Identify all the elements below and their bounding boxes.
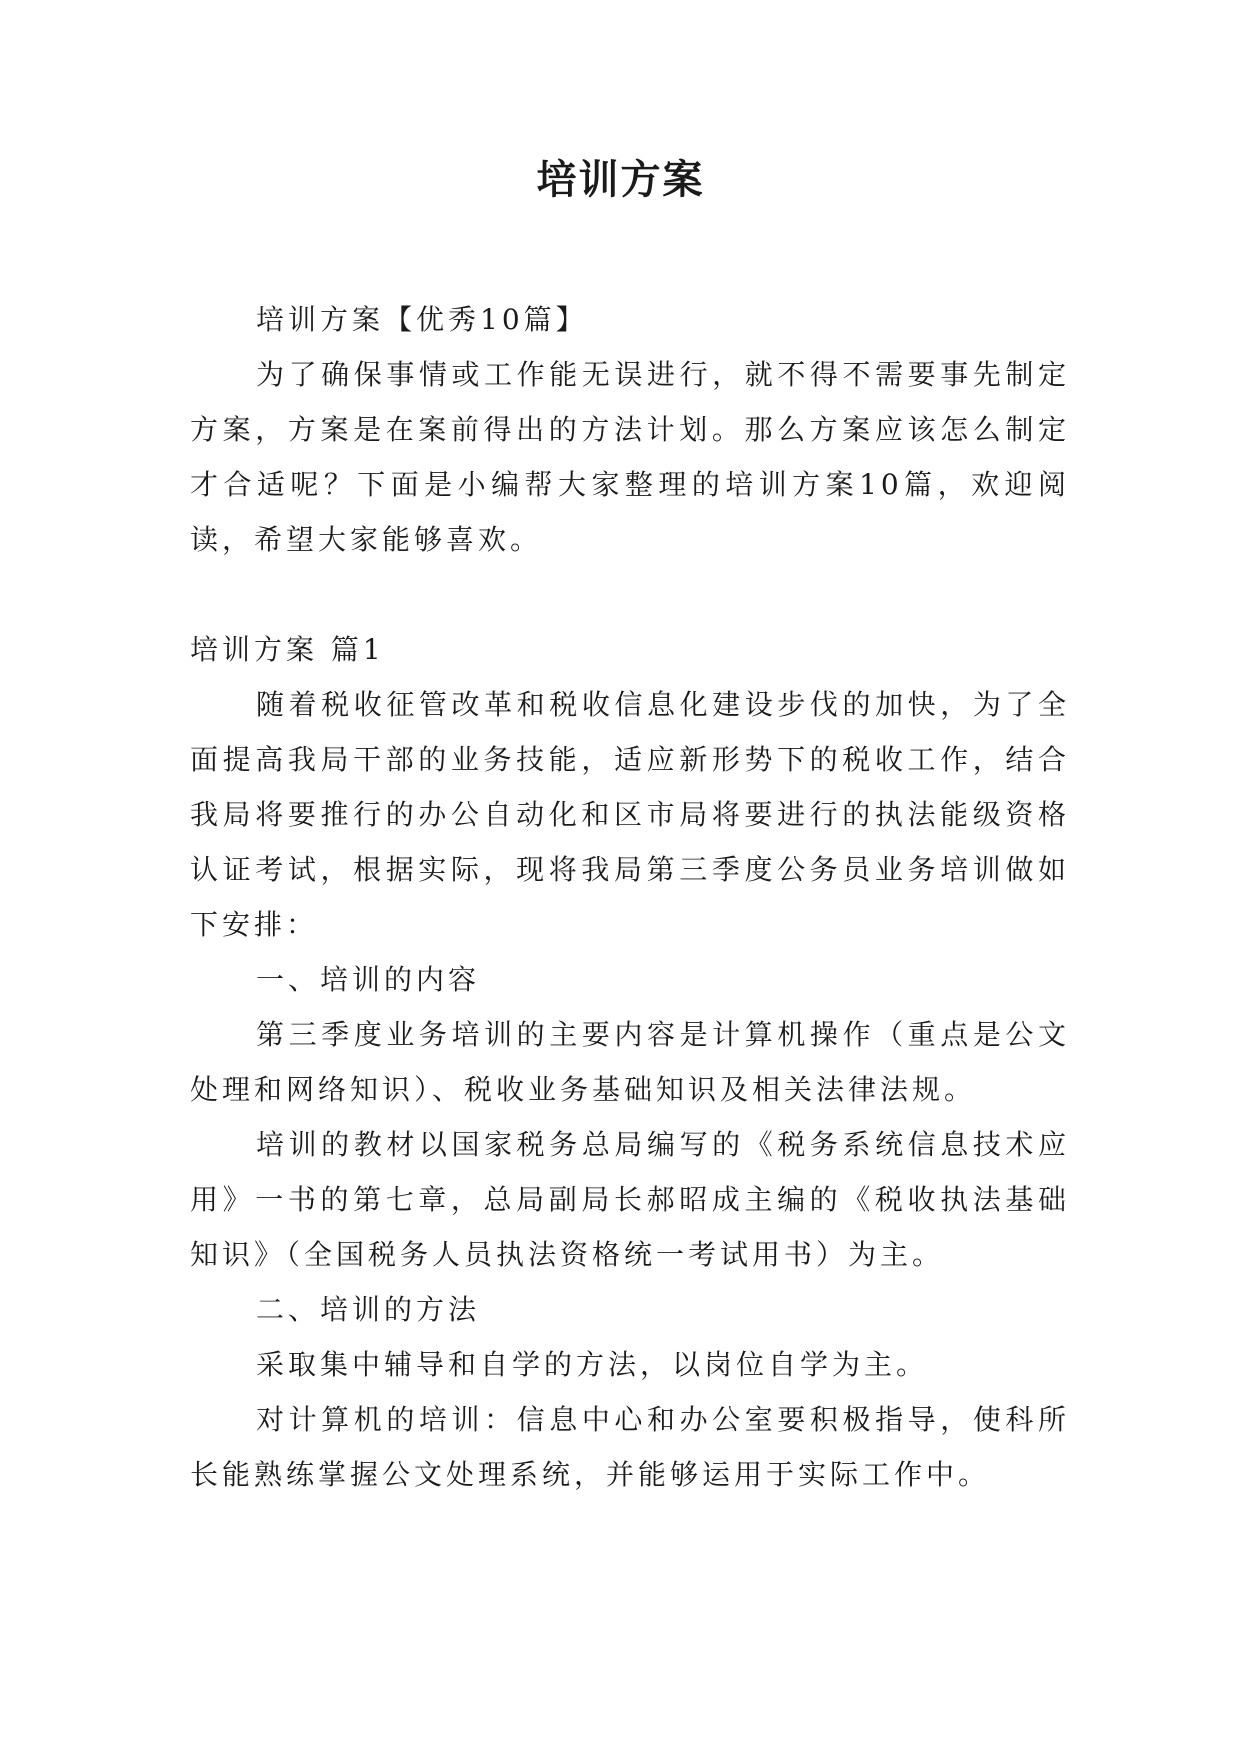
subheading-paragraph: 二、培训的方法	[256, 1293, 481, 1326]
body-paragraph: 第三季度业务培训的主要内容是计算机操作（重点是公文处理和网络知识）、税收业务基础知识及相关法律法规。	[190, 1018, 1070, 1106]
body-paragraph: 采取集中辅导和自学的方法，以岗位自学为主。	[256, 1348, 929, 1381]
subheading-paragraph: 一、培训的内容	[256, 963, 481, 996]
subtitle-paragraph: 培训方案【优秀10篇】	[256, 303, 588, 336]
body-paragraph: 随着税收征管改革和税收信息化建设步伐的加快，为了全面提高我局干部的业务技能，适应新形势下的税收工作，结合我局将要推行的办公自动化和区市局将要进行的执法能级资格认证考试，根据实际，现将我局第三季度公务员业务培训做如下安排：	[190, 688, 1070, 941]
body-paragraph: 培训的教材以国家税务总局编写的《税务系统信息技术应用》一书的第七章，总局副局长郝昭成主编的《税收执法基础知识》（全国税务人员执法资格统一考试用书）为主。	[190, 1128, 1070, 1271]
document-title: 培训方案	[536, 156, 705, 203]
intro-paragraph: 为了确保事情或工作能无误进行，就不得不需要事先制定方案，方案是在案前得出的方法计划。那么方案应该怎么制定才合适呢？下面是小编帮大家整理的培训方案10篇，欢迎阅读，希望大家能够喜欢。	[190, 358, 1070, 556]
document-body	[190, 292, 1070, 1502]
body-paragraph: 对计算机的培训：信息中心和办公室要积极指导，使科所长能熟练掌握公文处理系统，并能够运用于实际工作中。	[190, 1403, 1070, 1491]
section-heading: 培训方案 篇1	[190, 633, 385, 666]
